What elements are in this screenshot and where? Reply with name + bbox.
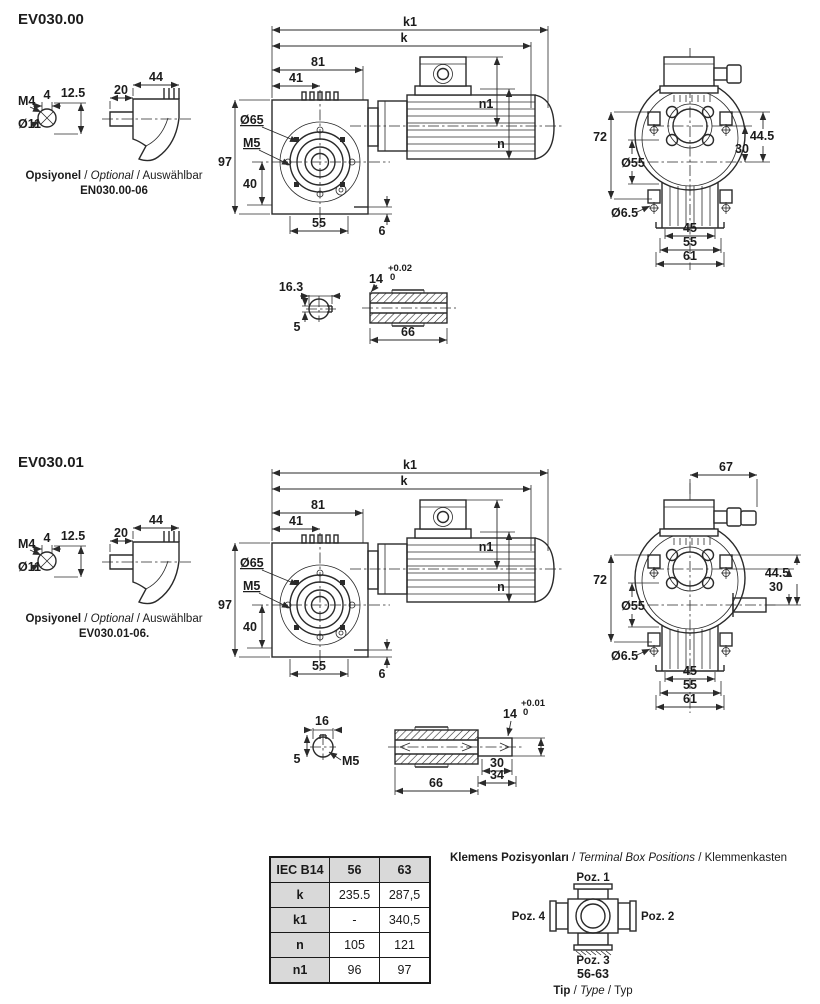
end-dim-72: 72	[593, 130, 607, 144]
optional-part-side-view	[102, 70, 192, 161]
optional-part-front-view	[18, 529, 86, 577]
end-dim-hole-dia: Ø6.5	[611, 206, 639, 220]
tap-label: M5	[243, 136, 261, 150]
table-header-63: 63	[380, 857, 431, 883]
dim-44: 44	[149, 513, 163, 527]
end-dim-44-5: 44.5	[749, 129, 775, 143]
cell-value: 121	[380, 933, 431, 958]
dim-55-bottom: 55	[312, 216, 326, 230]
detail-ext-30: 30	[490, 756, 504, 770]
gearbox-end-view	[593, 48, 774, 270]
cell-value: 340,5	[380, 908, 431, 933]
washer-dia-label: Ø11	[18, 117, 41, 131]
end-dim-hub-dia: Ø55	[621, 599, 645, 613]
table-header-56: 56	[330, 857, 380, 883]
poz-1-label: Poz. 1	[576, 872, 610, 884]
gearmotor-side-view	[218, 15, 562, 238]
table-row-k1	[270, 908, 430, 933]
type-line: Tip / Type / Typ	[553, 985, 633, 997]
detail-tol-zero: 0	[523, 707, 529, 718]
dim-40: 40	[243, 177, 257, 191]
section-title: EV030.01	[18, 454, 84, 471]
row-label: n1	[270, 958, 330, 984]
detail-key-depth: 5	[293, 320, 301, 334]
dim-97: 97	[218, 155, 232, 169]
dim-n1: n1	[478, 97, 494, 111]
poz-4-label: Poz. 4	[511, 911, 545, 923]
row-label: k1	[270, 908, 330, 933]
end-dim-61: 61	[683, 692, 697, 706]
poz-3-label: Poz. 3	[576, 955, 610, 967]
output-shaft-detail	[294, 698, 546, 795]
gearmotor-side-view	[218, 458, 562, 681]
dim-4: 4	[43, 531, 51, 545]
detail-tap: M5	[342, 754, 360, 768]
detail-length: 66	[429, 776, 443, 790]
dim-20: 20	[114, 83, 128, 97]
optional-note: Opsiyonel / Optional / Auswählbar	[25, 170, 203, 182]
end-dim-hole-dia: Ø6.5	[611, 649, 639, 663]
cell-value: 105	[330, 933, 380, 958]
dim-6: 6	[378, 224, 386, 238]
end-dim-67: 67	[719, 460, 733, 474]
dim-k: k	[400, 31, 408, 45]
table-header-iec: IEC B14	[270, 857, 330, 883]
table-header-row	[270, 857, 430, 883]
detail-length: 66	[401, 325, 415, 339]
end-dim-72: 72	[593, 573, 607, 587]
dimension-table	[269, 856, 431, 984]
dim-k1: k1	[403, 458, 417, 472]
optional-part-side-view	[102, 513, 192, 604]
dim-41: 41	[289, 71, 303, 85]
dim-44: 44	[149, 70, 163, 84]
flange-dia-label: Ø65	[240, 113, 264, 127]
optional-code: EV030.01-06.	[78, 628, 150, 640]
end-dim-55: 55	[683, 235, 697, 249]
optional-code: EN030.00-06	[80, 185, 148, 197]
row-label: n	[270, 933, 330, 958]
cell-value: 96	[330, 958, 380, 984]
dim-20: 20	[114, 526, 128, 540]
dim-k: k	[400, 474, 408, 488]
terminal-box-cross-diagram	[550, 884, 636, 955]
cell-value: 235.5	[330, 883, 380, 908]
thread-label: M4	[18, 537, 36, 551]
cell-value: 287,5	[380, 883, 431, 908]
section-ev030-00	[18, 11, 774, 344]
poz-2-label: Poz. 2	[641, 911, 675, 923]
dim-4: 4	[43, 88, 51, 102]
end-dim-45: 45	[683, 664, 697, 678]
detail-key-width: 16	[315, 714, 329, 728]
washer-dia-label: Ø11	[18, 560, 41, 574]
row-label: k	[270, 883, 330, 908]
dim-6: 6	[378, 667, 386, 681]
dim-12-5: 12.5	[60, 529, 86, 543]
dim-40: 40	[243, 620, 257, 634]
terminal-box-positions	[450, 852, 787, 997]
detail-tol-zero: 0	[390, 272, 396, 283]
cell-value: -	[330, 908, 380, 933]
end-dim-45: 45	[683, 221, 697, 235]
dim-n: n	[497, 137, 505, 151]
dim-n: n	[497, 580, 505, 594]
end-dim-hub-dia: Ø55	[621, 156, 645, 170]
detail-tol-plus: +0.01	[521, 698, 546, 709]
hollow-shaft-detail	[279, 263, 456, 344]
dim-81: 81	[311, 55, 325, 69]
optional-part-front-view	[18, 86, 86, 134]
dim-n1: n1	[478, 540, 494, 554]
dim-81: 81	[311, 498, 325, 512]
dim-12-5: 12.5	[60, 86, 86, 100]
optional-note: Opsiyonel / Optional / Auswählbar	[25, 613, 203, 625]
detail-bore: 14	[369, 272, 383, 286]
table-row-k	[270, 883, 430, 908]
detail-key-depth: 5	[293, 752, 301, 766]
gearbox-end-view	[593, 460, 801, 713]
section-ev030-01	[18, 454, 801, 795]
size-range-label: 56-63	[577, 967, 609, 981]
detail-bore: 14	[503, 707, 517, 721]
table-row-n	[270, 933, 430, 958]
detail-tol-plus: +0.02	[388, 263, 413, 274]
detail-key-width: 16.3	[278, 280, 304, 294]
table-row-n1	[270, 958, 430, 984]
section-title: EV030.00	[18, 11, 84, 28]
end-dim-30: 30	[769, 580, 783, 594]
end-dim-61: 61	[683, 249, 697, 263]
terminal-title: Klemens Pozisyonları / Terminal Box Positions / Klemmenkasten	[450, 852, 788, 864]
end-dim-55: 55	[683, 678, 697, 692]
dim-55-bottom: 55	[312, 659, 326, 673]
thread-label: M4	[18, 94, 36, 108]
flange-dia-label: Ø65	[240, 556, 264, 570]
end-dim-44-5: 44.5	[764, 566, 790, 580]
dim-41: 41	[289, 514, 303, 528]
cell-value: 97	[380, 958, 431, 984]
detail-ext-34: 34	[490, 768, 504, 782]
end-dim-30: 30	[735, 142, 749, 156]
tap-label: M5	[243, 579, 261, 593]
dim-97: 97	[218, 598, 232, 612]
dim-k1: k1	[403, 15, 417, 29]
